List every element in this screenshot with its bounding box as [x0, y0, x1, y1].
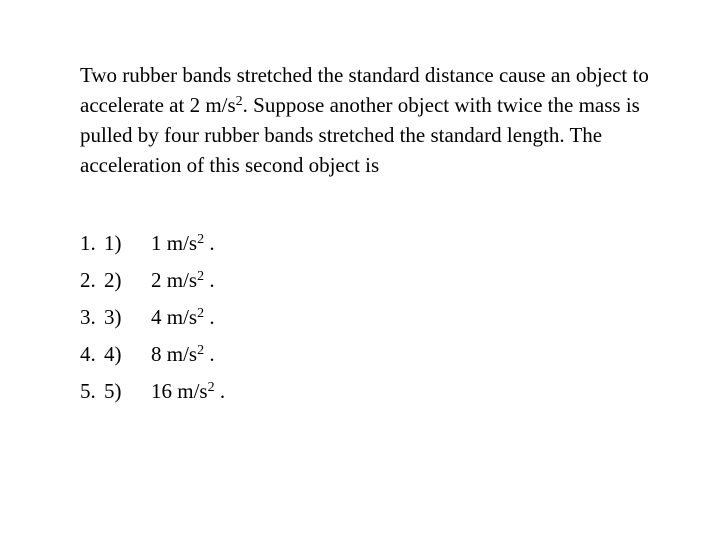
answer-options-list	[80, 228, 380, 413]
option-number: 4.	[80, 342, 96, 366]
option-label: 2)	[104, 268, 122, 292]
option-value: 16 $m/s^2$ .	[151, 379, 226, 403]
answer-option-4[interactable]	[80, 339, 380, 376]
option-number: 5.	[80, 379, 96, 403]
option-label: 5)	[104, 379, 122, 403]
option-value: 4 $m/s^2$ .	[151, 305, 215, 329]
question-part1: Two rubber bands stretched the standard distance cause an object to accelerate at 2 m/s	[80, 63, 649, 117]
option-label: 4)	[104, 342, 122, 366]
option-number: 3.	[80, 305, 96, 329]
question-part2: . Suppose another object with twice the mass is pulled by four rubber bands stretched the standard length. The acceleration of this second object is	[80, 93, 640, 177]
question-text	[80, 60, 680, 180]
answer-option-2[interactable]	[80, 265, 380, 302]
option-value: 8 $m/s^2$ .	[151, 342, 215, 366]
option-label: 3)	[104, 305, 122, 329]
answer-option-3[interactable]	[80, 302, 380, 339]
option-number: 2.	[80, 268, 96, 292]
option-value: 2 $m/s^2$ .	[151, 268, 215, 292]
option-value: 1 $m/s^2$ .	[151, 231, 215, 255]
answer-option-5[interactable]	[80, 376, 380, 413]
option-label: 1)	[104, 231, 122, 255]
question-exponent: 2	[235, 94, 243, 109]
answer-option-1[interactable]	[80, 228, 380, 265]
option-number: 1.	[80, 231, 96, 255]
